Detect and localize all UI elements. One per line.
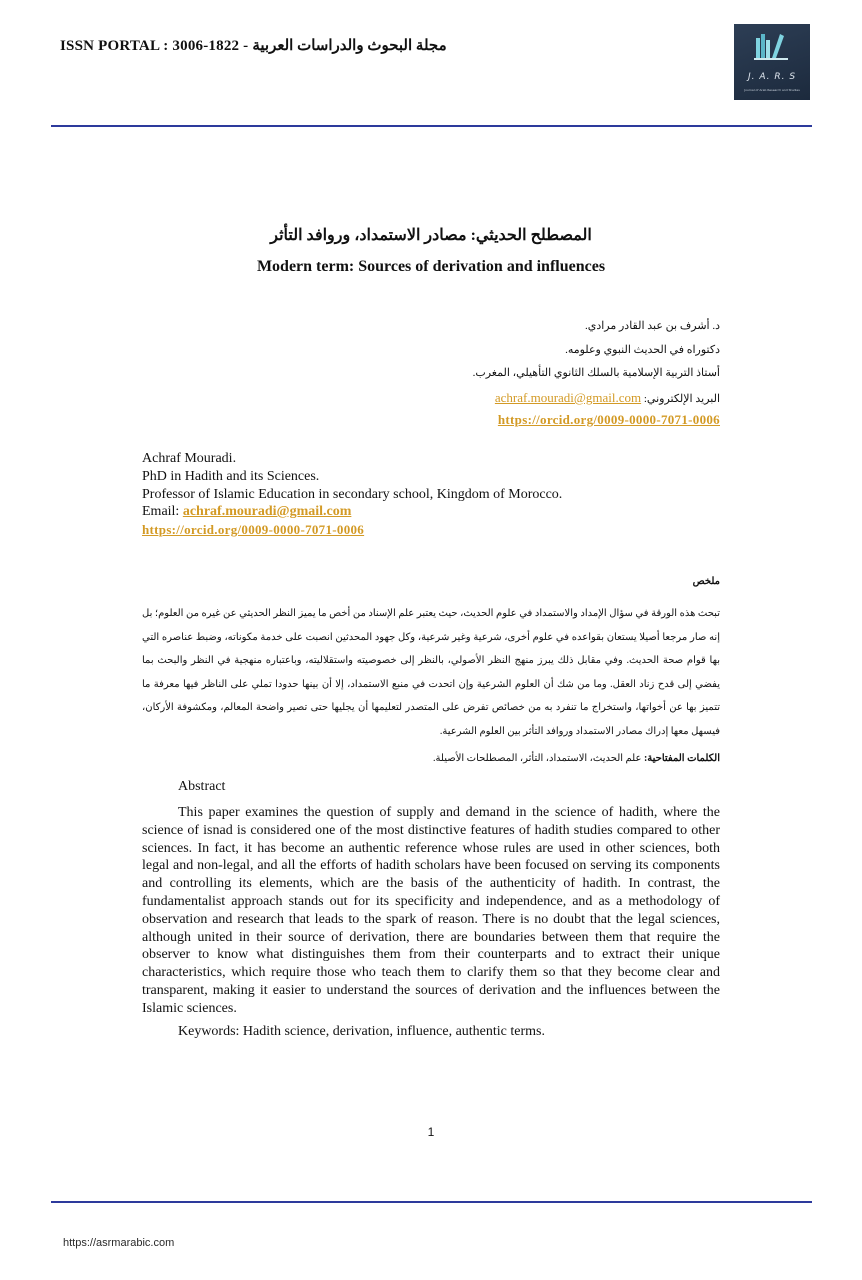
email-label-english: Email: [142, 504, 180, 519]
title-arabic: المصطلح الحديثي: مصادر الاستمداد، وروافد التأثر [270, 227, 592, 244]
author-degree-arabic: دكتوراه في الحديث النبوي وعلومه. [565, 344, 720, 356]
orcid-link-arabic[interactable]: https://orcid.org/0009-0000-7071-0006 [497, 412, 720, 427]
author-name-arabic: د. أشرف بن عبد القادر مرادي. [584, 320, 720, 332]
email-label-arabic: البريد الإلكتروني: [643, 393, 720, 405]
orcid-link-english[interactable]: https://orcid.org/0009-0000-7071-0006 [142, 522, 365, 537]
book-icon [734, 24, 810, 70]
footer-rule [51, 1201, 812, 1203]
abstract-heading-arabic: ملخص [692, 576, 720, 587]
logo-subtext: Journal of Arab Research and Studies [744, 88, 800, 92]
logo-text: J. A. R. S [747, 72, 797, 82]
keywords-arabic [433, 753, 720, 764]
abstract-body-arabic: تبحث هذه الورقة في سؤال الإمداد والاستمداد في علوم الحديث، حيث يعتبر علم الإسناد من أخص ما يميز النظر الحديثي عن غيره من العلوم؛ بل إنه صار مرجعا أصيلا يستعان بقواعده في علوم أخرى، شرعية وغير شرعية، وكل جهود المحدثين انصبت على خدمة مكوناته، وضبط عناصره التي بها قوام صحة الحديث. وفي مقابل ذلك يبرز منهج النظر الأصولي، بالنظر إلى خصوصيته واستقلاليته، وباعتباره منهجية في النظر والبحث بما يفضي إلى قدح زناد العقل. وما من شك أن العلوم الشرعية وإن اتحدت في منبع الاستمداد، إلا أن بينها حدودا تملي على الناظر فيها معرفة ما تتميز بها عن أخواتها، واستخراج ما تنفرد به من خصائص تفرض على المتصدر لتعليمها أن يجليها حتى تصير واضحة المعالم، ومكشوفة الأركان، فيسهل معها إدراك مصادر الاستمداد وروافد التأثر بين العلوم الشرعية. [142, 608, 720, 737]
journal-logo [734, 24, 810, 100]
journal-header: ISSN PORTAL : 3006-1822 - مجلة البحوث والدراسات العربية [60, 38, 447, 54]
orcid-english [142, 522, 364, 539]
author-degree-english: PhD in Hadith and its Sciences. [142, 469, 320, 484]
email-link-english[interactable]: achraf.mouradi@gmail.com [182, 504, 352, 519]
page-number: 1 [427, 1125, 435, 1139]
author-position-english: Professor of Islamic Education in secondary school, Kingdom of Morocco. [142, 487, 563, 502]
author-name-english: Achraf Mouradi. [142, 451, 237, 466]
header-rule [51, 125, 812, 127]
author-email-english [142, 504, 351, 520]
keywords-label-arabic: الكلمات المفتاحية: [643, 753, 720, 764]
abstract-heading-english: Abstract [178, 779, 226, 794]
orcid-arabic [498, 412, 720, 428]
author-position-arabic: أستاذ التربية الإسلامية بالسلك الثانوي التأهيلي، المغرب. [472, 367, 720, 379]
keywords-english: Keywords: Hadith science, derivation, influence, authentic terms. [178, 1024, 545, 1039]
keywords-list-arabic: علم الحديث، الاستمداد، التأثر، المصطلحات الأصيلة. [433, 753, 642, 764]
email-link-arabic[interactable]: achraf.mouradi@gmail.com [494, 390, 642, 405]
abstract-body-english: This paper examines the question of supply and demand in the science of hadith, where the science of isnad is considered one of the most distinctive features of hadith studies compared to other sciences. In fact, it has become an authentic reference whose rules are used in other sciences, both legal and non-legal, and all the efforts of hadith scholars have been focused on serving its components and controlling its elements, which are the basis of the authenticity of hadith. In contrast, the fundamentalist approach stands out for its specificity and independence, and as a methodology of observation and research that leads to the spark of reason. There is no doubt that the legal sciences, although united in their source of derivation, there are boundaries between them that require the observer to know what distinguishes them from their counterparts and to extract their unique characteristics, which require those who teach them to clarify them so that they become clear and transparent, making it easier to understand the sources of derivation and the influences between the Islamic sciences. [142, 805, 720, 1016]
footer-url[interactable]: https://asrmarabic.com [63, 1237, 175, 1249]
author-email-arabic [495, 390, 720, 406]
title-english: Modern term: Sources of derivation and influences [256, 258, 606, 275]
